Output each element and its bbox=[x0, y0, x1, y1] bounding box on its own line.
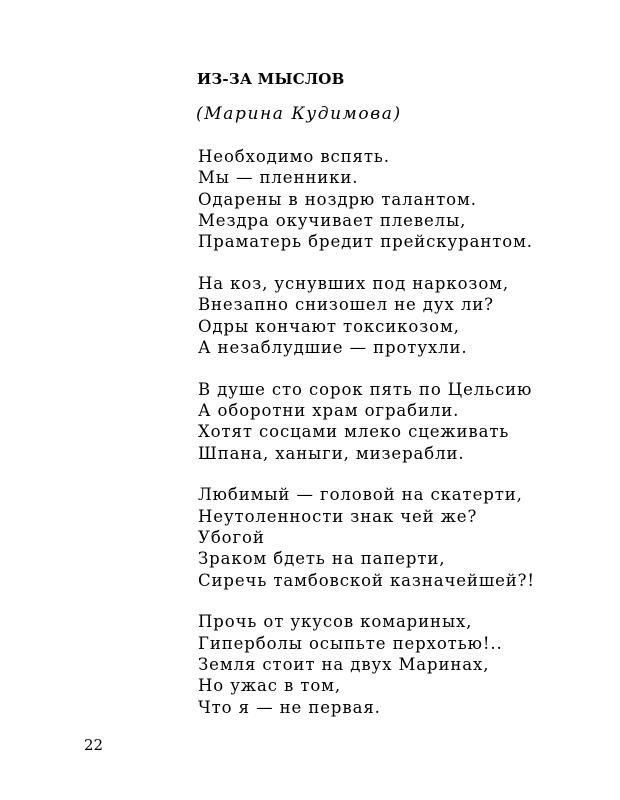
poem-line: Но ужас в том, bbox=[198, 676, 342, 696]
poem-line: Хотят сосцами млеко сцеживать bbox=[198, 422, 510, 442]
poem-line: Необходимо вспять. bbox=[198, 147, 390, 166]
poem-line: Сиречь тамбовской казначейшей?! bbox=[198, 570, 535, 590]
poem-author: (Марина Кудимова) bbox=[196, 104, 402, 124]
poem-line: Мездра окучивает плевелы, bbox=[198, 210, 467, 230]
poem-line: Гиперболы осыпьте перхотью!.. bbox=[198, 633, 503, 653]
page-number: 22 bbox=[84, 736, 104, 754]
stanza-2 bbox=[198, 273, 598, 358]
poem-line: Праматерь бредит прейскурантом. bbox=[198, 232, 533, 252]
stanza-4 bbox=[198, 484, 598, 590]
poem-line: На коз, уснувших под наркозом, bbox=[198, 273, 510, 293]
poem-line: Любимый — головой на скатерти, bbox=[198, 485, 523, 505]
poem-line: Зраком бдеть на паперти, bbox=[198, 549, 446, 569]
poem-line: Мы — пленники. bbox=[198, 168, 359, 188]
stanza-5 bbox=[198, 611, 598, 717]
stanza-1 bbox=[198, 146, 598, 252]
poem-line: А незаблудшие — протухли. bbox=[198, 337, 468, 357]
poem-line: Прочь от укусов комариных, bbox=[198, 612, 473, 632]
poem-line: Внезапно снизошел не дух ли? bbox=[198, 295, 494, 315]
poem-line: Одарены в ноздрю талантом. bbox=[198, 189, 477, 209]
poem-line: Что я — не первая. bbox=[198, 697, 381, 717]
poem-line: Шпана, ханыги, мизерабли. bbox=[198, 443, 465, 463]
poem-line: А оборотни храм ограбили. bbox=[198, 400, 460, 420]
poem-line: Неутоленности знак чей же? bbox=[198, 506, 478, 526]
poem-body bbox=[198, 146, 598, 738]
poem-line: Земля стоит на двух Маринах, bbox=[198, 654, 490, 674]
stanza-3 bbox=[198, 379, 598, 464]
poem-line: В душе сто сорок пять по Цельсию bbox=[198, 379, 533, 399]
poem-title: ИЗ-ЗА МЫСЛОВ bbox=[197, 70, 345, 88]
poem-line: Одры кончают токсикозом, bbox=[198, 316, 460, 336]
poem-line: Убогой bbox=[198, 527, 265, 547]
